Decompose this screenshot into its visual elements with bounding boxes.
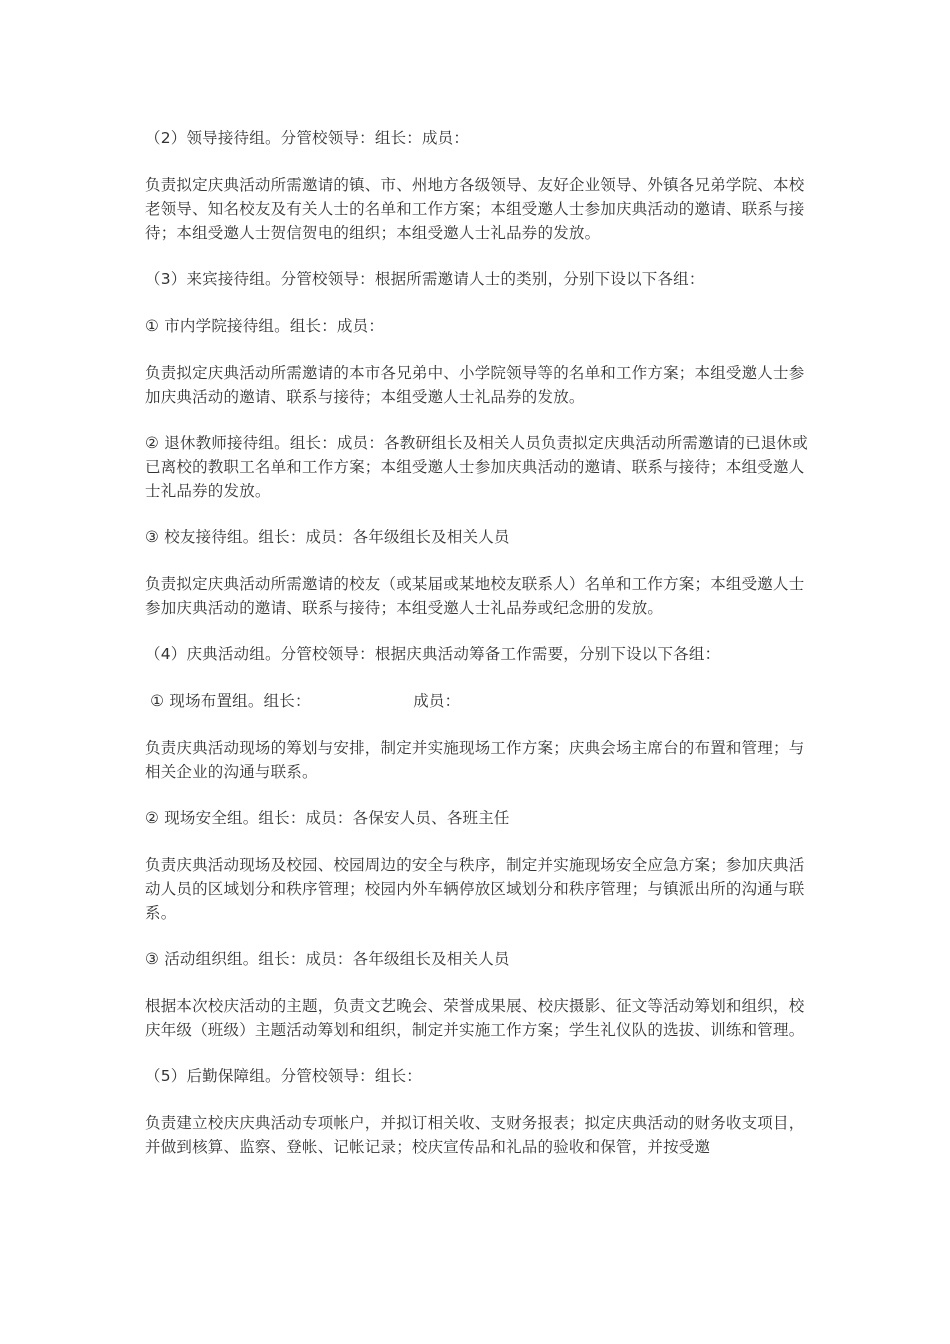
subsection-heading-venue-setup: ① 现场布置组。组长： 成员： (145, 692, 461, 710)
subsection-heading-city-schools: ① 市内学院接待组。组长：成员： (145, 317, 385, 335)
subsection-heading-activity-organization: ③ 活动组织组。组长：成员：各年级组长及相关人员 (145, 950, 510, 968)
paragraph-venue-setup-duties: 负责庆典活动现场的筹划与安排，制定并实施现场工作方案；庆典会场主席台的布置和管理；与相关企业的沟通与联系。 (145, 739, 805, 781)
subsection-heading-alumni: ③ 校友接待组。组长：成员：各年级组长及相关人员 (145, 528, 510, 546)
paragraph-alumni-duties: 负责拟定庆典活动所需邀请的校友（或某届或某地校友联系人）名单和工作方案；本组受邀人士参加庆典活动的邀请、联系与接待；本组受邀人士礼品券或纪念册的发放。 (145, 575, 805, 617)
paragraph-activity-organization-duties: 根据本次校庆活动的主题，负责文艺晚会、荣誉成果展、校庆摄影、征文等活动筹划和组织，校庆年级（班级）主题活动筹划和组织，制定并实施工作方案；学生礼仪队的选拔、训练和管理。 (145, 997, 805, 1039)
section-heading-celebration-activities: （4）庆典活动组。分管校领导：根据庆典活动筹备工作需要，分别下设以下各组： (145, 645, 721, 663)
document-body (145, 126, 810, 1181)
paragraph-retired-teachers: ② 退休教师接待组。组长：成员：各教研组长及相关人员负责拟定庆典活动所需邀请的已退休或已离校的教职工名单和工作方案；本组受邀人士参加庆典活动的邀请、联系与接待；本组受邀人士礼品券的发放。 (145, 434, 808, 500)
section-heading-leader-reception: （2）领导接待组。分管校领导：组长：成员： (145, 129, 470, 147)
section-heading-logistics: （5）后勤保障组。分管校领导：组长： (145, 1067, 422, 1085)
subsection-heading-venue-security: ② 现场安全组。组长：成员：各保安人员、各班主任 (145, 809, 510, 827)
paragraph-logistics-duties: 负责建立校庆庆典活动专项帐户，并拟订相关收、支财务报表；拟定庆典活动的财务收支项目，并做到核算、监察、登帐、记帐记录；校庆宣传品和礼品的验收和保管，并按受邀 (145, 1114, 805, 1156)
paragraph-leader-reception-duties: 负责拟定庆典活动所需邀请的镇、市、州地方各级领导、友好企业领导、外镇各兄弟学院、本校老领导、知名校友及有关人士的名单和工作方案；本组受邀人士参加庆典活动的邀请、联系与接待；本组受邀人士贺信贺电的组织；本组受邀人士礼品券的发放。 (145, 176, 805, 242)
paragraph-city-schools-duties: 负责拟定庆典活动所需邀请的本市各兄弟中、小学院领导等的名单和工作方案；本组受邀人士参加庆典活动的邀请、联系与接待；本组受邀人士礼品券的发放。 (145, 364, 805, 406)
section-heading-guest-reception: （3）来宾接待组。分管校领导：根据所需邀请人士的类别，分别下设以下各组： (145, 270, 705, 288)
paragraph-venue-security-duties: 负责庆典活动现场及校园、校园周边的安全与秩序，制定并实施现场安全应急方案；参加庆典活动人员的区域划分和秩序管理；校园内外车辆停放区域划分和秩序管理；与镇派出所的沟通与联系。 (145, 856, 805, 922)
